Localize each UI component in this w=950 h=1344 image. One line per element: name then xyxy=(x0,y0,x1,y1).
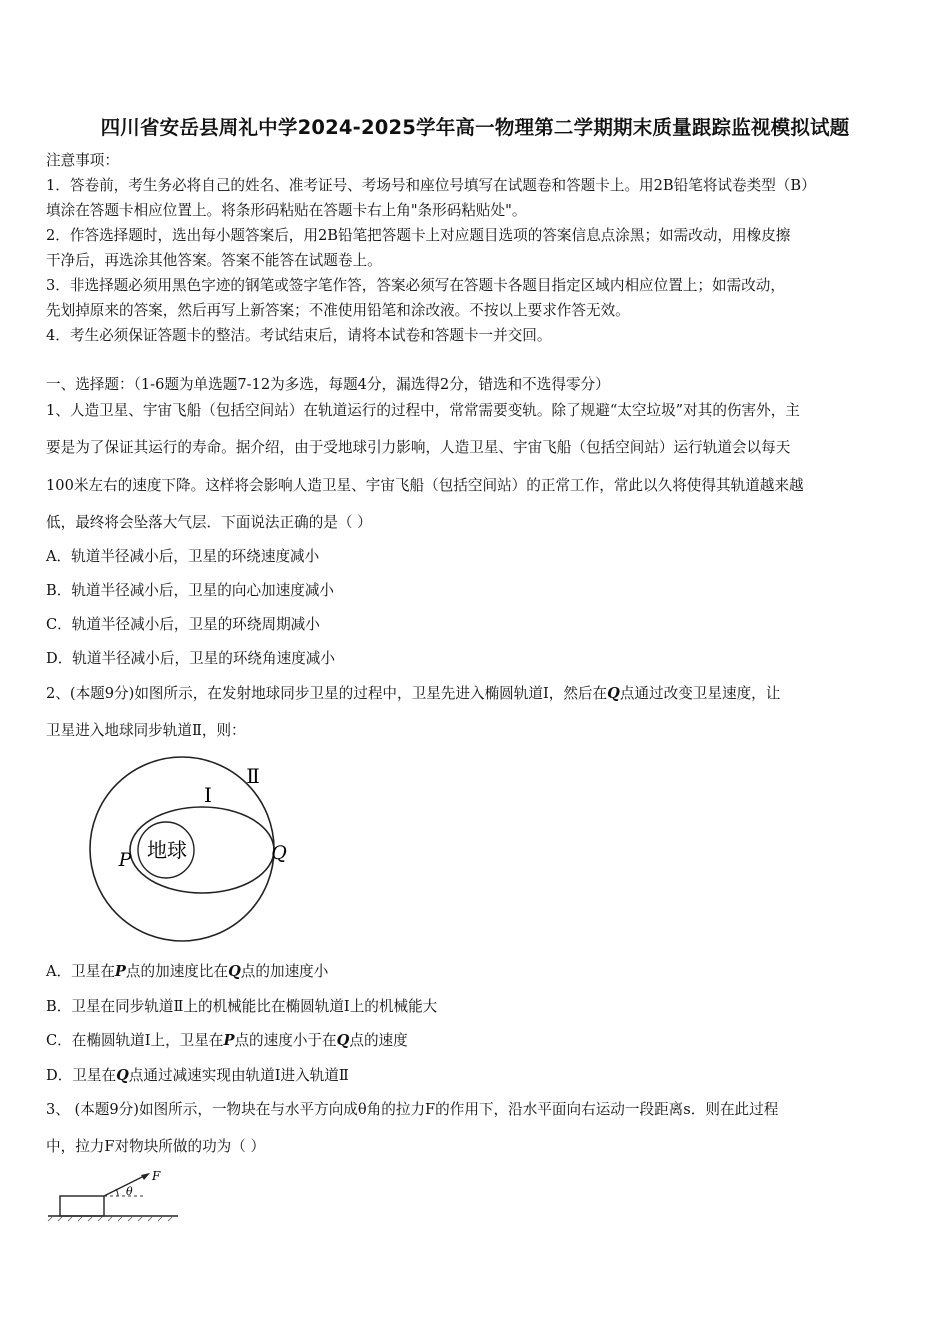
angle-arc xyxy=(116,1189,118,1196)
orbit-ii-label: Ⅱ xyxy=(246,764,260,788)
q1-text: 低，最终将会坠落大气层．下面说法正确的是（ ） xyxy=(46,514,372,531)
q2-option-c: C．在椭圆轨道Ⅰ上，卫星在P点的速度小于在Q点的速度 xyxy=(46,1032,408,1049)
earth-label: 地球 xyxy=(147,838,187,862)
q1-option-d: D．轨道半径减小后，卫星的环绕角速度减小 xyxy=(46,650,335,667)
notice-line: 3．非选择题必须用黑色字迹的钢笔或签字笔作答，答案必须写在答题卡各题目指定区域内相应位置上；如需改动， xyxy=(46,277,785,294)
notice-line: 干净后，再选涂其他答案。答案不能答在试题卷上。 xyxy=(46,252,382,269)
q1-option-c: C．轨道半径减小后，卫星的环绕周期减小 xyxy=(46,616,320,633)
q2-option-b: B．卫星在同步轨道Ⅱ上的机械能比在椭圆轨道Ⅰ上的机械能大 xyxy=(46,998,438,1015)
orbit-i-label: Ⅰ xyxy=(204,783,212,807)
notice-line: 填涂在答题卡相应位置上。将条形码粘贴在答题卡右上角"条形码粘贴处"。 xyxy=(46,202,527,219)
block-force-diagram xyxy=(44,1166,184,1226)
q1-option-b: B．轨道半径减小后，卫星的向心加速度减小 xyxy=(46,582,335,599)
q1-text: 100米左右的速度下降。这样将会影响人造卫星、宇宙飞船（包括空间站）的正常工作，常此以久将使得其轨道越来越 xyxy=(46,477,804,494)
force-arrowhead xyxy=(141,1173,150,1180)
q3-text: 3、 (本题9分)如图所示，一物块在与水平方向成θ角的拉力F的作用下，沿水平面向右运动一段距离s．则在此过程 xyxy=(46,1101,779,1118)
notice-line: 先划掉原来的答案，然后再写上新答案；不准使用铅笔和涂改液。不按以上要求作答无效。 xyxy=(46,302,630,319)
block xyxy=(60,1196,104,1216)
q2-option-d: D．卫星在Q点通过减速实现由轨道Ⅰ进入轨道Ⅱ xyxy=(46,1067,349,1084)
q1-option-a: A．轨道半径减小后，卫星的环绕速度减小 xyxy=(46,548,320,565)
angle-label: θ xyxy=(126,1185,133,1198)
q2-text: 卫星进入地球同步轨道Ⅱ，则： xyxy=(46,722,246,739)
q2-option-a: A．卫星在P点的加速度比在Q点的加速度小 xyxy=(46,963,329,980)
point-p-label: P xyxy=(118,849,132,871)
orbit-diagram xyxy=(70,755,310,955)
q2-text: 2、(本题9分)如图所示，在发射地球同步卫星的过程中，卫星先进入椭圆轨道Ⅰ，然后在Q点通过改变卫星速度，让 xyxy=(46,685,781,702)
section-heading: 一、选择题：（1-6题为单选题7-12为多选，每题4分，漏选得2分，错选和不选得零分） xyxy=(46,376,610,393)
page-title: 四川省安岳县周礼中学2024-2025学年高一物理第二学期期末质量跟踪监视模拟试题 xyxy=(100,116,850,139)
ground-hatching xyxy=(48,1217,172,1221)
notice-line: 2．作答选择题时，选出每小题答案后，用2B铅笔把答题卡上对应题目选项的答案信息点涂黑；如需改动，用橡皮擦 xyxy=(46,227,791,244)
q3-text: 中，拉力F对物块所做的功为（ ） xyxy=(46,1138,266,1155)
notice-heading: 注意事项： xyxy=(46,152,119,169)
notice-line: 1．答卷前，考生务必将自己的姓名、准考证号、考场号和座位号填写在试题卷和答题卡上。用2B铅笔将试卷类型（B） xyxy=(46,177,816,194)
force-label: F xyxy=(152,1169,161,1183)
q1-text: 1、人造卫星、宇宙飞船（包括空间站）在轨道运行的过程中，常常需要变轨。除了规避“太空垃圾”对其的伤害外，主 xyxy=(46,402,800,419)
point-q-label: Q xyxy=(271,842,287,864)
q1-text: 要是为了保证其运行的寿命。据介绍，由于受地球引力影响，人造卫星、宇宙飞船（包括空间站）运行轨道会以每天 xyxy=(46,439,791,456)
notice-line: 4．考生必须保证答题卡的整洁。考试结束后，请将本试卷和答题卡一并交回。 xyxy=(46,327,552,344)
